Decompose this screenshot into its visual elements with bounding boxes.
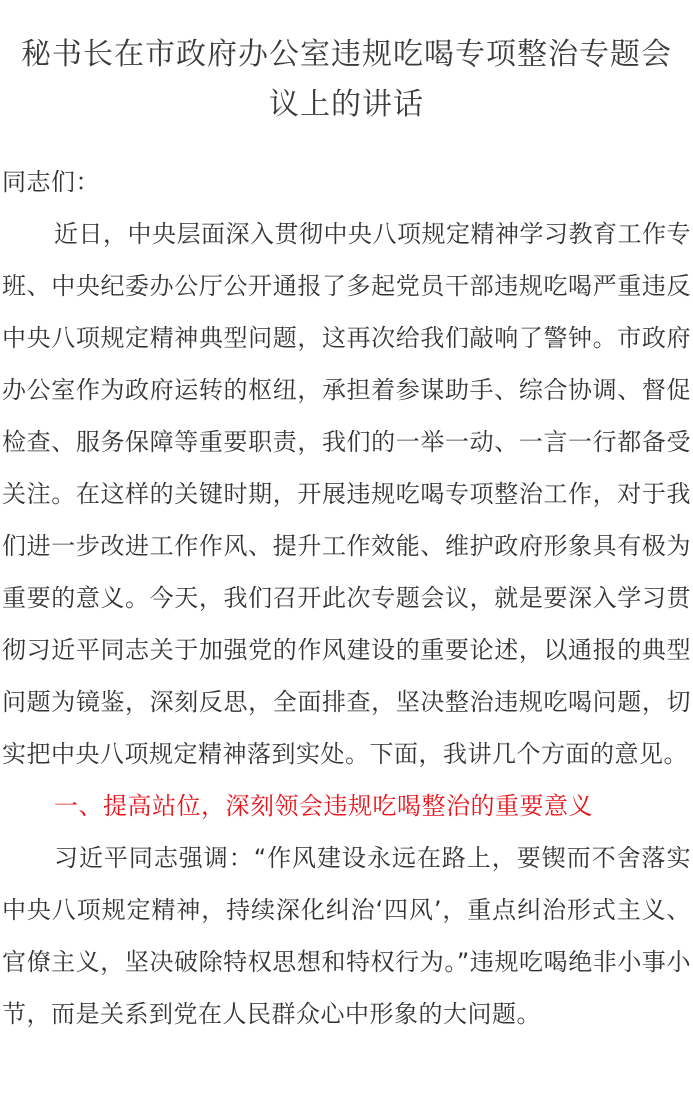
section-paragraph: 习近平同志强调：“作风建设永远在路上，要锲而不舍落实中央八项规定精神，持续深化纠治‘四风’，重点纠治形式主义、官僚主义，坚决破除特权思想和特权行为。”违规吃喝绝非小事小节，而是关系到党在人民群众心中形象的大问题。 <box>2 844 691 1028</box>
intro-paragraph: 近日，中央层面深入贯彻中央八项规定精神学习教育工作专班、中央纪委办公厅公开通报了多起党员干部违规吃喝严重违反中央八项规定精神典型问题，这再次给我们敲响了警钟。市政府办公室作为政府运转的枢纽，承担着参谋助手、综合协调、督促检查、服务保障等重要职责，我们的一举一动、一言一行都备受关注。在这样的关键时期，开展违规吃喝专项整治工作，对于我们进一步改进工作作风、提升工作效能、维护政府形象具有极为重要的意义。今天，我们召开此次专题会议，就是要深入学习贯彻习近平同志关于加强党的作风建设的重要论述，以通报的典型问题为镜鉴，深刻反思，全面排查，坚决整治违规吃喝问题，切实把中央八项规定精神落到实处。下面，我讲几个方面的意见。 <box>2 220 691 768</box>
document-title: 秘书长在市政府办公室违规吃喝专项整治专题会议上的讲话 <box>21 37 672 122</box>
section-heading: 一、提高站位，深刻领会违规吃喝整治的重要意义 <box>54 792 593 820</box>
salutation: 同志们： <box>2 168 100 196</box>
